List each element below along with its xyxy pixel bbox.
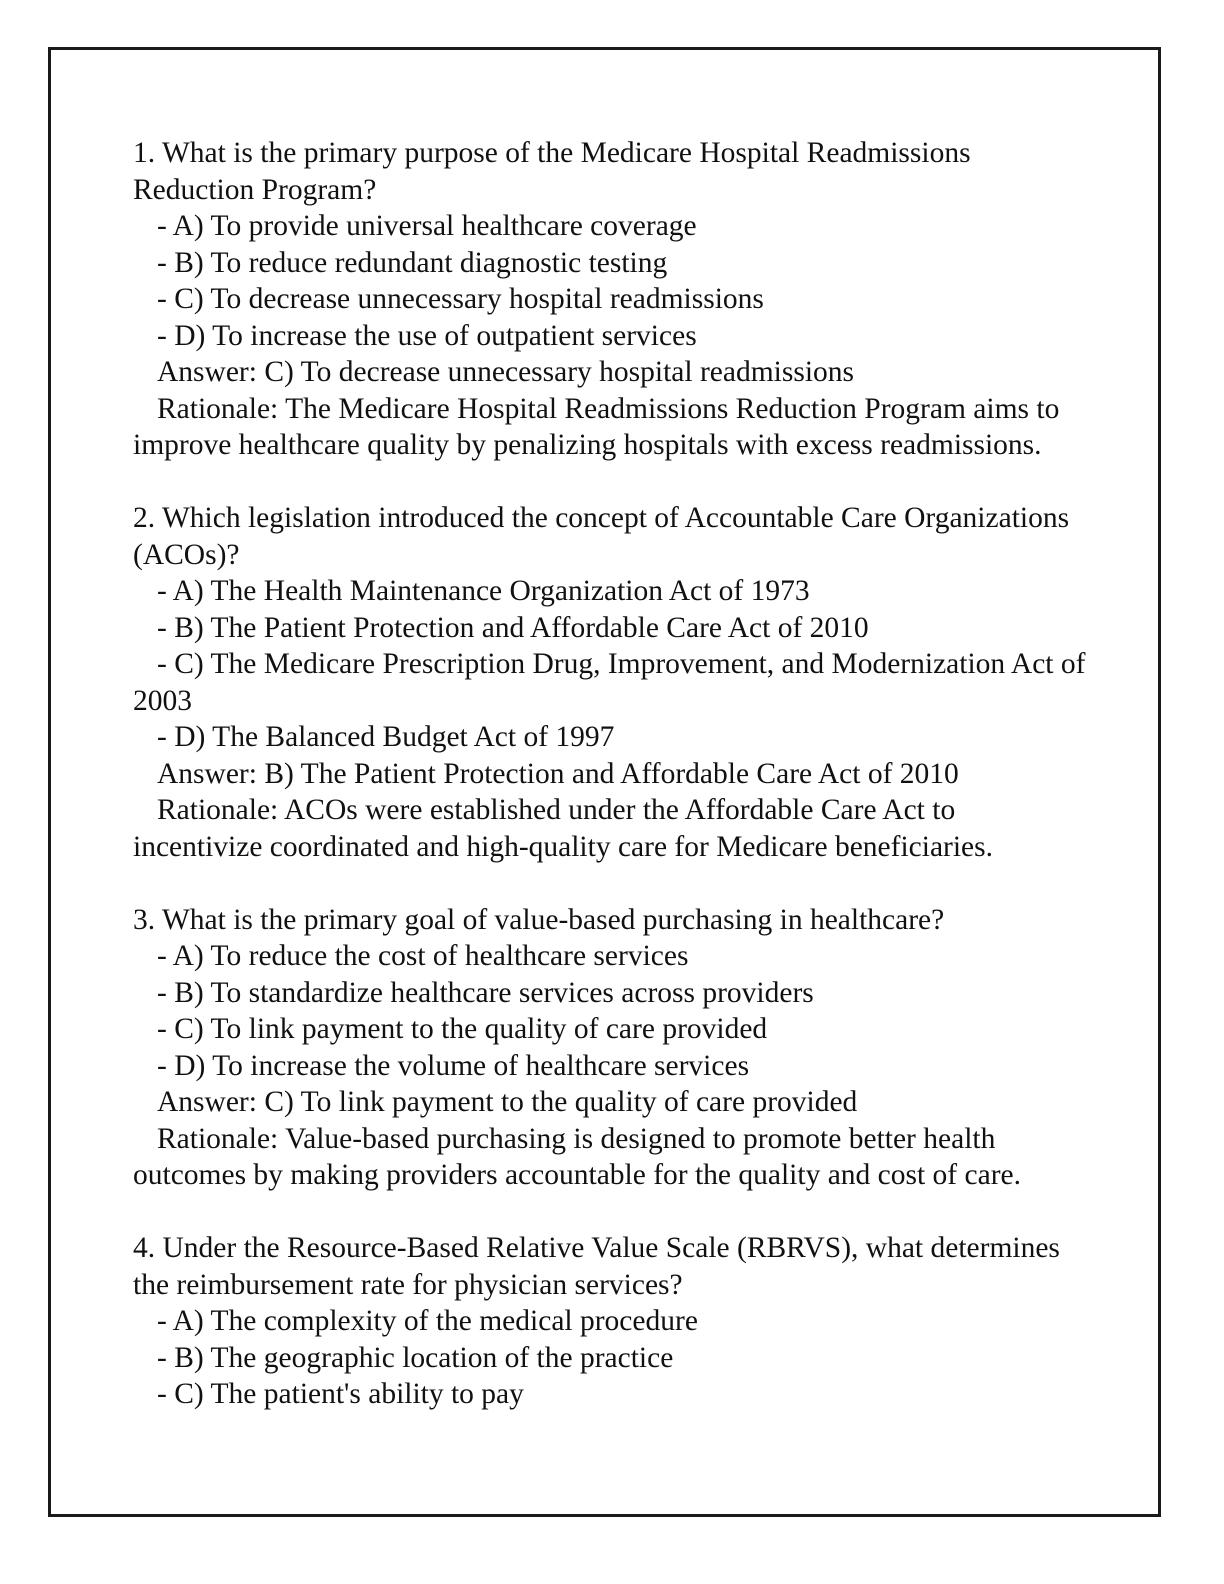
question-stem: 3. What is the primary goal of value-based purchasing in healthcare? — [133, 903, 945, 936]
option-c: - C) The Medicare Prescription Drug, Improvement, and Modernization Act of 2003 — [133, 648, 1086, 717]
option-d: - D) To increase the use of outpatient services — [157, 319, 697, 352]
rationale-line: Rationale: The Medicare Hospital Readmissions Reduction Program aims to improve healthcare quality by penalizing hospitals with excess readmissions. — [133, 392, 1060, 461]
answer-line: Answer: C) To decrease unnecessary hospital readmissions — [157, 356, 855, 388]
option-a: - A) The Health Maintenance Organization Act of 1973 — [157, 575, 810, 607]
option-a: - A) The complexity of the medical procedure — [157, 1305, 698, 1337]
option-b: - B) To reduce redundant diagnostic testing — [157, 246, 668, 279]
answer-line: Answer: B) The Patient Protection and Affordable Care Act of 2010 — [157, 757, 959, 790]
rationale-line: Rationale: Value-based purchasing is designed to promote better health outcomes by making providers accountable for the quality and cost of care. — [133, 1122, 1021, 1191]
option-c: - C) The patient's ability to pay — [157, 1378, 524, 1410]
answer-line: Answer: C) To link payment to the quality of care provided — [157, 1086, 858, 1118]
option-a: - A) To provide universal healthcare coverage — [157, 210, 697, 242]
question-3 — [133, 902, 1088, 1194]
option-a: - A) To reduce the cost of healthcare services — [157, 940, 689, 972]
option-d: - D) The Balanced Budget Act of 1997 — [157, 721, 615, 753]
option-d: - D) To increase the volume of healthcare services — [157, 1049, 750, 1082]
option-b: - B) The Patient Protection and Affordable Care Act of 2010 — [157, 611, 869, 644]
question-4 — [133, 1230, 1088, 1413]
question-stem: 4. Under the Resource-Based Relative Value Scale (RBRVS), what determines the reimbursement rate for physician services? — [133, 1232, 1060, 1301]
question-2 — [133, 500, 1088, 865]
option-b: - B) To standardize healthcare services across providers — [157, 976, 814, 1009]
question-1 — [133, 135, 1088, 464]
rationale-line: Rationale: ACOs were established under the Affordable Care Act to incentivize coordinated and high-quality care for Medicare beneficiaries. — [133, 794, 994, 863]
option-c: - C) To decrease unnecessary hospital readmissions — [157, 283, 764, 315]
document-body — [133, 135, 1088, 1449]
option-c: - C) To link payment to the quality of care provided — [157, 1013, 768, 1045]
question-stem: 2. Which legislation introduced the concept of Accountable Care Organizations (ACOs)? — [133, 502, 1070, 571]
option-b: - B) The geographic location of the practice — [157, 1341, 674, 1374]
question-stem: 1. What is the primary purpose of the Medicare Hospital Readmissions Reduction Program? — [133, 137, 971, 206]
